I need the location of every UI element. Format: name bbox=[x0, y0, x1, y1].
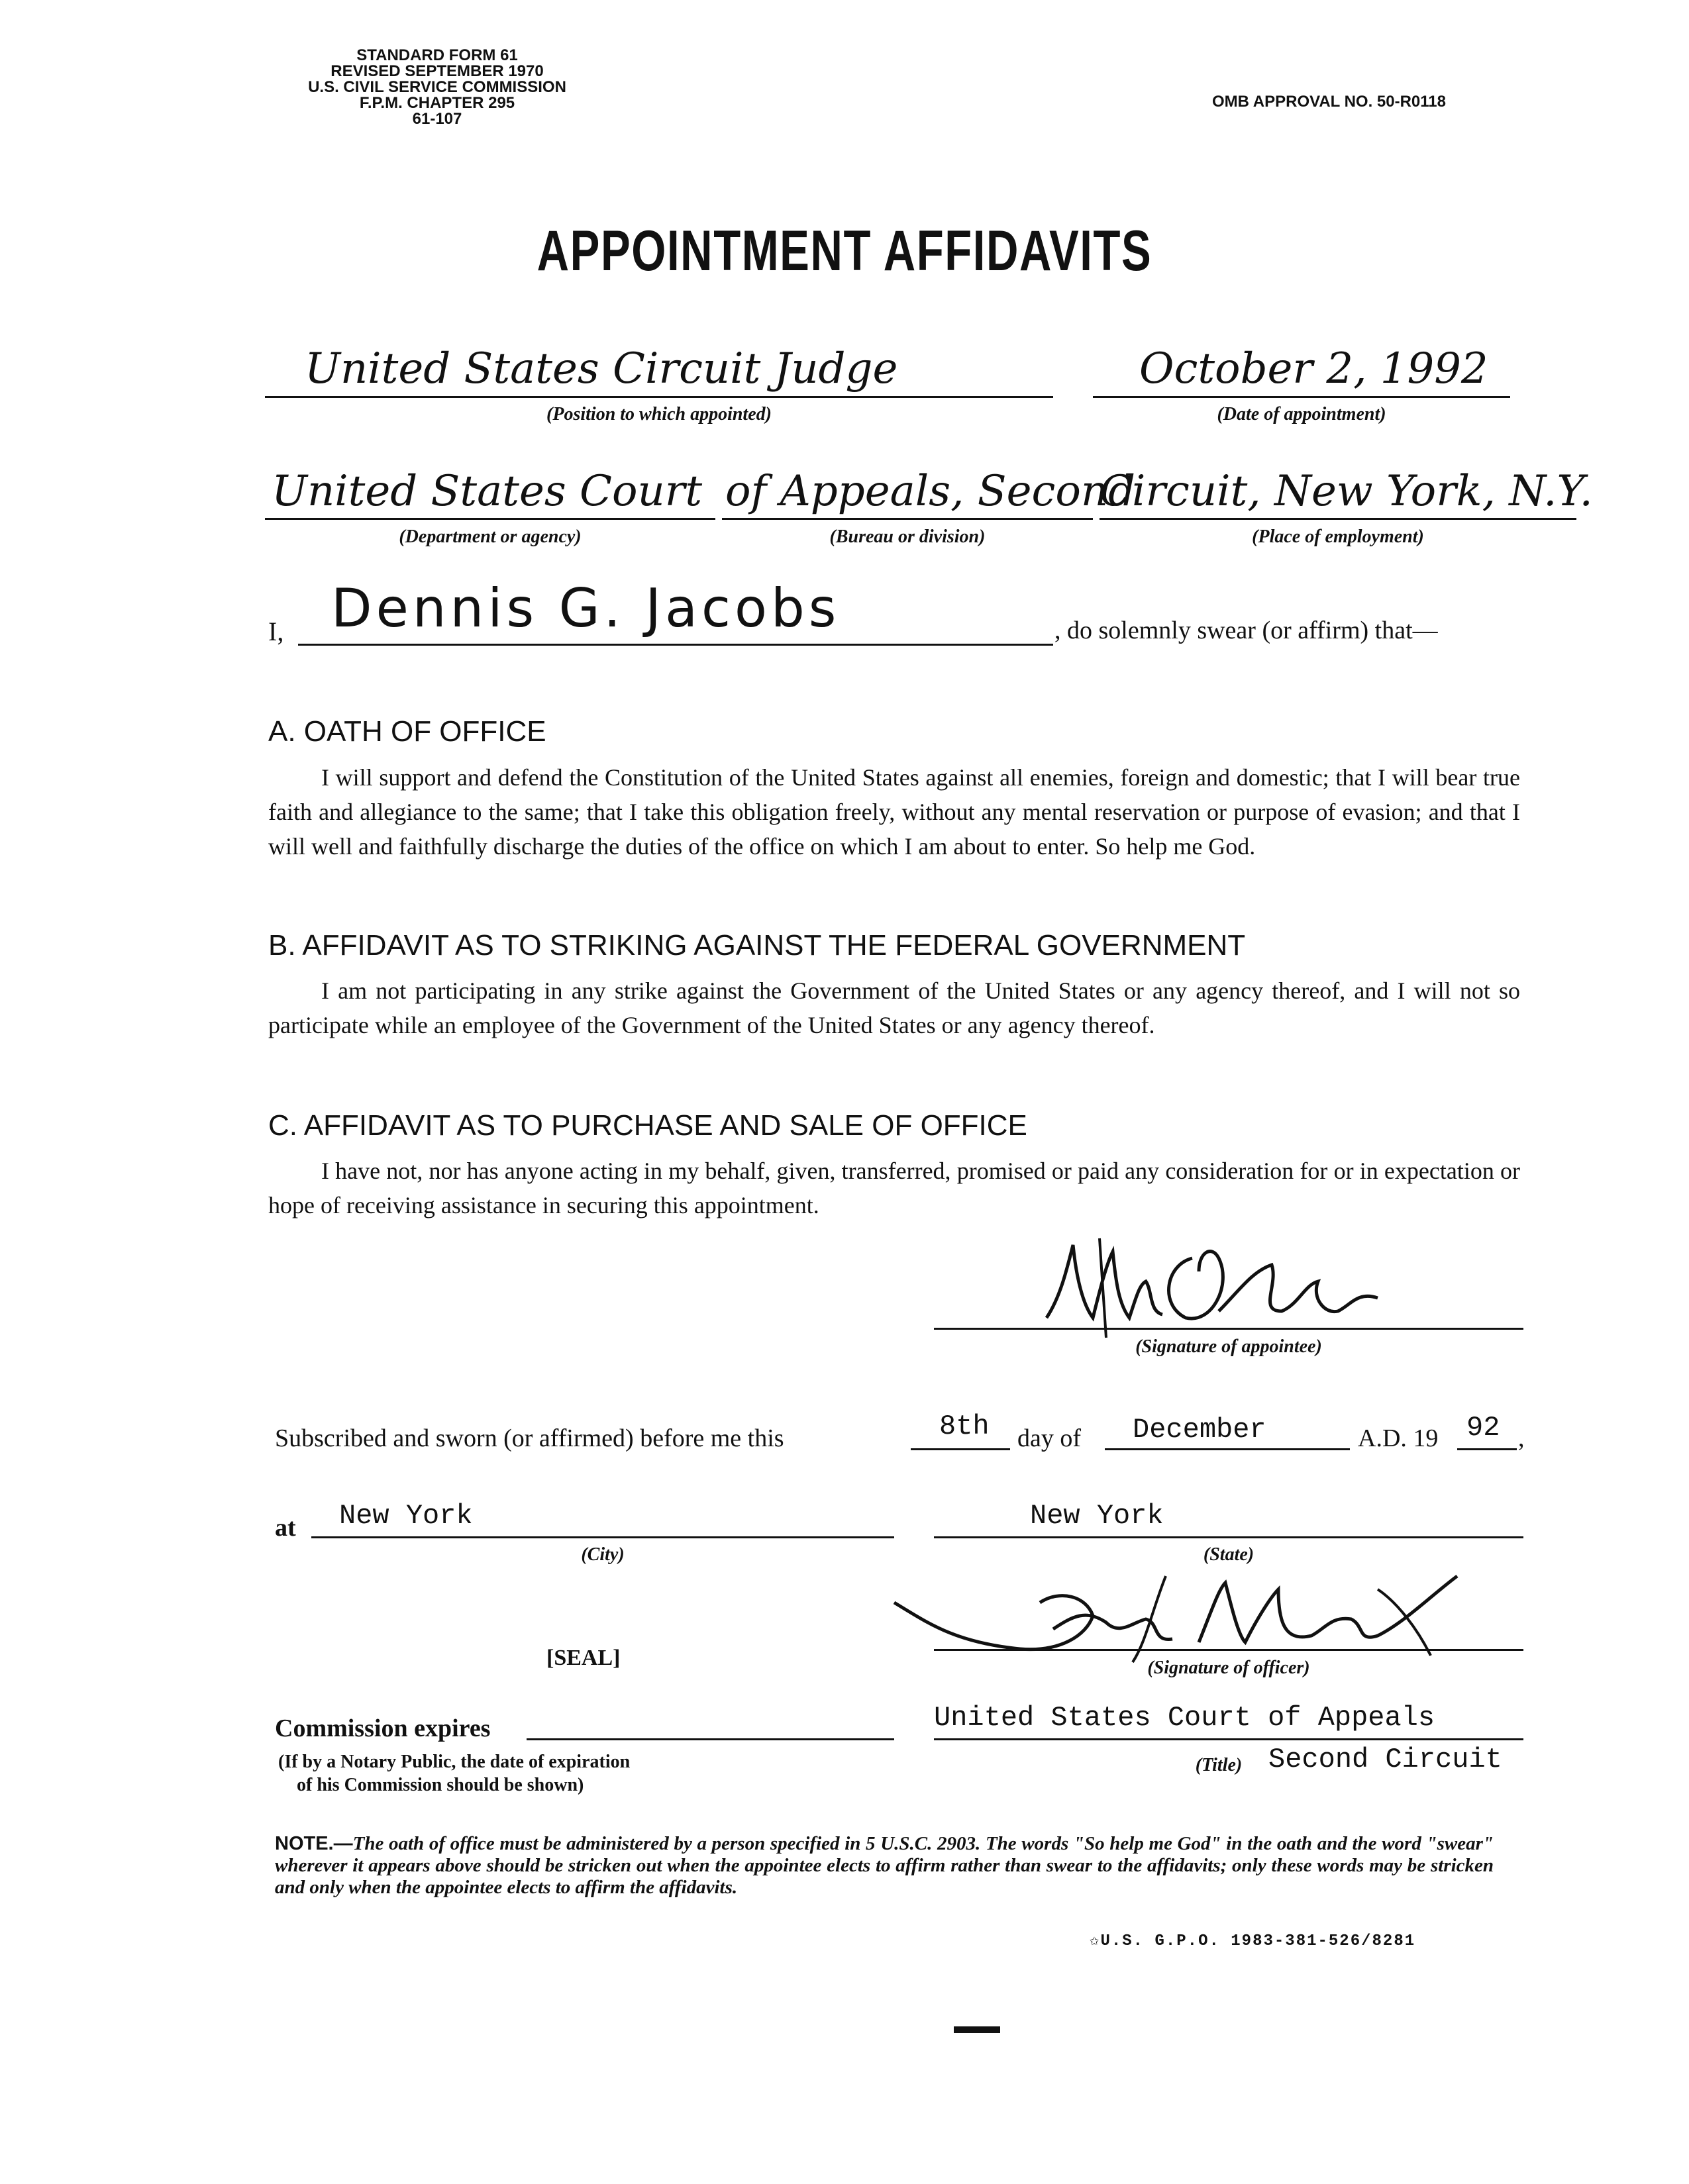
oath-suffix: , do solemnly swear (or affirm) that— bbox=[1054, 617, 1438, 644]
officer-title-line bbox=[934, 1738, 1523, 1740]
sworn-day-line bbox=[911, 1448, 1010, 1450]
seal-label: [SEAL] bbox=[546, 1646, 621, 1670]
omb-approval: OMB APPROVAL NO. 50-R0118 bbox=[1212, 93, 1446, 111]
form-number: STANDARD FORM 61 bbox=[356, 46, 518, 64]
gpo-imprint: ✩U.S. G.P.O. 1983-381-526/8281 bbox=[1090, 1932, 1416, 1950]
date-line bbox=[1093, 396, 1510, 398]
page-mark bbox=[954, 2026, 1000, 2033]
officer-title-line1: United States Court of Appeals bbox=[934, 1702, 1435, 1734]
officer-title-caption: (Title) bbox=[1195, 1755, 1243, 1775]
department-line bbox=[265, 518, 715, 520]
form-code: 61-107 bbox=[412, 110, 462, 128]
department-caption: (Department or agency) bbox=[399, 526, 582, 547]
section-c-heading: C. AFFIDAVIT AS TO PURCHASE AND SALE OF OFFICE bbox=[268, 1109, 1027, 1142]
commission-hint-1: (If by a Notary Public, the date of expiration bbox=[278, 1752, 631, 1772]
note-text bbox=[275, 1833, 1494, 1899]
bureau-line bbox=[722, 518, 1093, 520]
city-caption: (City) bbox=[581, 1544, 625, 1565]
sworn-comma: , bbox=[1518, 1424, 1525, 1452]
date-caption: (Date of appointment) bbox=[1217, 404, 1386, 424]
position-caption: (Position to which appointed) bbox=[546, 404, 772, 424]
location-at: at bbox=[275, 1514, 296, 1542]
sworn-day: 8th bbox=[939, 1411, 990, 1442]
form-revision: REVISED SEPTEMBER 1970 bbox=[331, 62, 544, 80]
position-line bbox=[265, 396, 1053, 398]
commission-hint-2: of his Commission should be shown) bbox=[297, 1775, 584, 1795]
section-a-heading: A. OATH OF OFFICE bbox=[268, 715, 546, 748]
section-c-text: I have not, nor has anyone acting in my behalf, given, transferred, promised or paid any consideration for or in expectation or hope of receiving assistance in securing this appointment. bbox=[268, 1158, 1520, 1218]
state-line bbox=[934, 1536, 1523, 1538]
sworn-month-line bbox=[1105, 1448, 1350, 1450]
officer-title-line2: Second Circuit bbox=[1268, 1744, 1502, 1775]
page-title: APPOINTMENT AFFIDAVITS bbox=[537, 219, 1152, 283]
sworn-year-line bbox=[1457, 1448, 1517, 1450]
place-line bbox=[1100, 518, 1576, 520]
sworn-month: December bbox=[1133, 1414, 1266, 1446]
section-a-text: I will support and defend the Constitution of the United States against all enemies, foreign and domestic; that I will bear true faith and allegiance to the same; that I take this obligation freely, without any mental reservation or purpose of evasion; and that I will well and faithfully discharge the duties of the office on which I am about to enter. So help me God. bbox=[268, 764, 1520, 860]
position-value: United States Circuit Judge bbox=[305, 344, 898, 393]
section-b-heading: B. AFFIDAVIT AS TO STRIKING AGAINST THE FEDERAL GOVERNMENT bbox=[268, 929, 1246, 962]
bureau-value: of Appeals, Second bbox=[725, 467, 1136, 516]
form-identifier bbox=[265, 48, 609, 127]
form-agency: U.S. CIVIL SERVICE COMMISSION bbox=[308, 78, 566, 96]
appointee-signature-caption: (Signature of appointee) bbox=[1135, 1336, 1322, 1357]
commission-label: Commission expires bbox=[275, 1714, 491, 1742]
oath-prefix: I, bbox=[268, 617, 284, 646]
city-value: New York bbox=[339, 1500, 473, 1532]
city-line bbox=[311, 1536, 894, 1538]
state-caption: (State) bbox=[1203, 1544, 1254, 1565]
officer-signature-caption: (Signature of officer) bbox=[1147, 1658, 1310, 1678]
note-label: NOTE.— bbox=[275, 1833, 353, 1854]
place-caption: (Place of employment) bbox=[1252, 526, 1424, 547]
state-value: New York bbox=[1030, 1500, 1164, 1532]
department-value: United States Court bbox=[272, 467, 703, 516]
commission-line bbox=[527, 1738, 894, 1740]
sworn-ad: A.D. 19 bbox=[1358, 1424, 1439, 1452]
appointee-signature bbox=[1020, 1218, 1391, 1344]
bureau-caption: (Bureau or division) bbox=[829, 526, 986, 547]
officer-signature-line bbox=[934, 1649, 1523, 1651]
sworn-year: 92 bbox=[1466, 1412, 1500, 1444]
sworn-prefix: Subscribed and sworn (or affirmed) before me this bbox=[275, 1424, 784, 1452]
form-chapter: F.P.M. CHAPTER 295 bbox=[359, 94, 515, 112]
sworn-day-of: day of bbox=[1017, 1424, 1082, 1452]
name-line bbox=[298, 644, 1053, 646]
date-of-appointment-value: October 2, 1992 bbox=[1139, 344, 1488, 393]
note-body: The oath of office must be administered by a person specified in 5 U.S.C. 2903. The words "So help me God" in the oath and the word "swear" wherever it appears above should be stricken out when the appointee elects to affirm rather than swear to the affidavits; only these words may be stricken and only when the appointee elects to affirm the affidavits. bbox=[275, 1833, 1494, 1898]
place-value: Circuit, New York, N.Y. bbox=[1100, 467, 1593, 516]
officer-signature bbox=[888, 1563, 1470, 1669]
appointee-name: Dennis G. Jacobs bbox=[331, 577, 841, 639]
section-b-text: I am not participating in any strike against the Government of the United States or any agency thereof, and I will not so participate while an employee of the Government of the United States or any agency thereof. bbox=[268, 977, 1520, 1038]
appointee-signature-line bbox=[934, 1328, 1523, 1330]
